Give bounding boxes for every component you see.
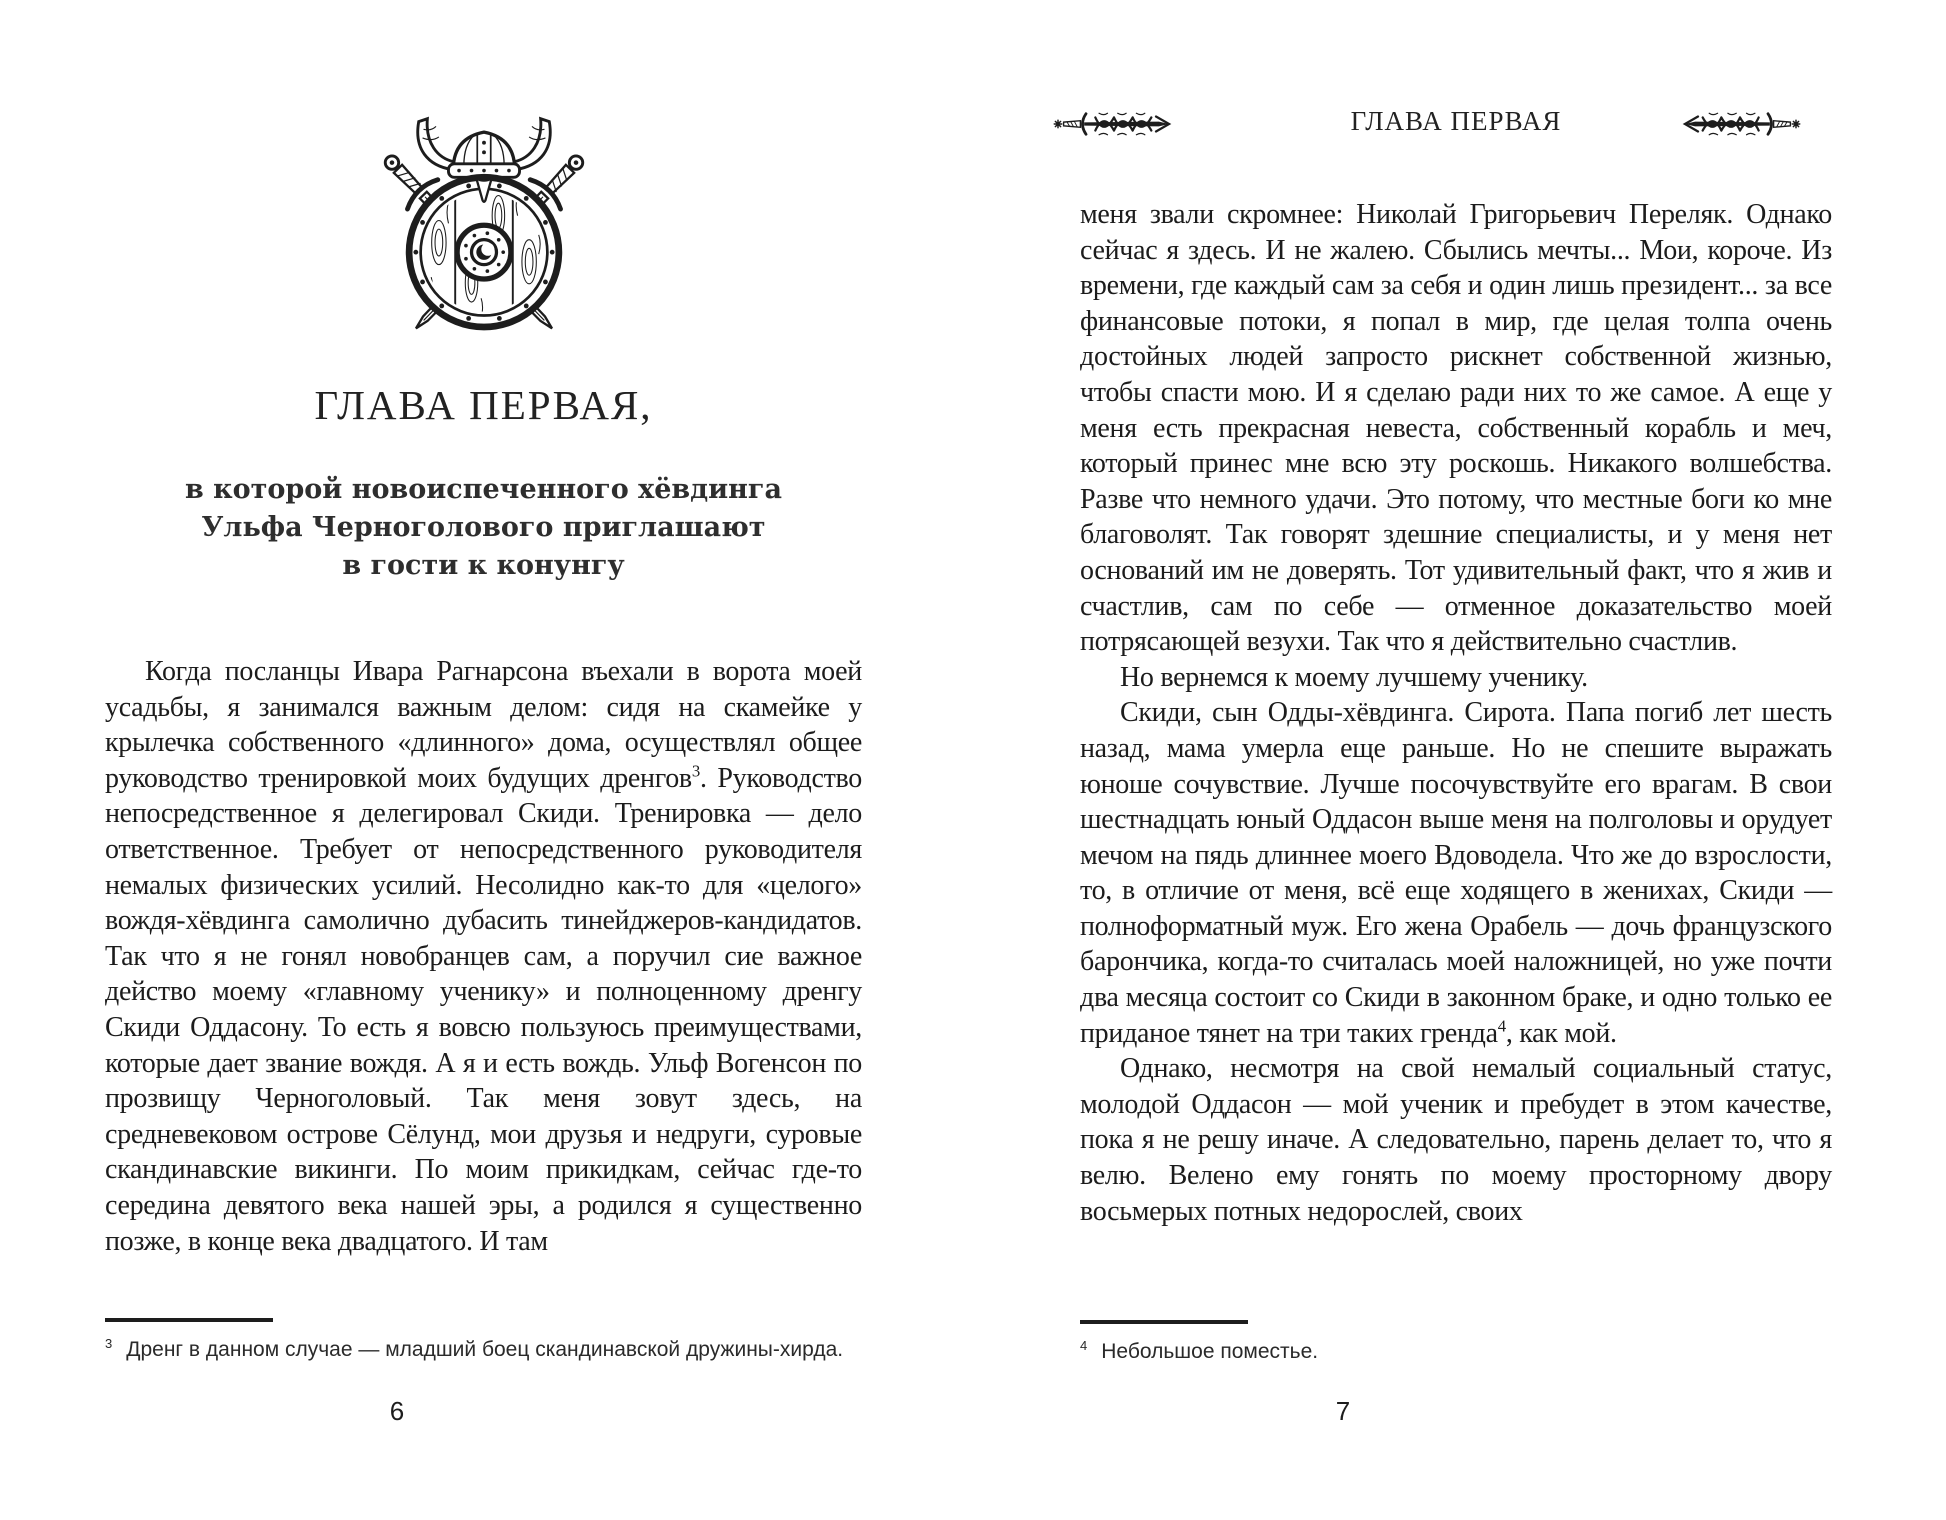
footnote-marker: 4 [1080, 1338, 1088, 1353]
chapter-title: ГЛАВА ПЕРВАЯ, [314, 382, 653, 428]
viking-shield-emblem [364, 106, 604, 358]
footnote [1080, 1339, 1832, 1365]
chapter-subtitle [105, 471, 862, 585]
page-number: 6 [389, 1396, 405, 1426]
chapter-subtitle-line: в которой новоиспеченного хёвдинга [185, 474, 782, 505]
paragraph [1080, 695, 1832, 1051]
paragraph: меня звали скромнее: Николай Григорьевич Переляк. Однако сейчас я здесь. И не жалею. Сбылись мечты... Мои, короче. Из времени, где каждый сам за себя и один лишь президент... за все финансовые потоки, я попал в мир, где целая толпа очень достойных людей запросто рискнет собственной жизнью, чтобы спасти мою. И я сделаю ради них то же самое. А еще у меня есть прекрасная невеста, собственный корабль и меч, который принес мне всю эту роскошь. Никакого волшебства. Разве что немного удачи. Это потому, что местные боги ко мне благоволят. Так говорят здешние специалисты, и у меня нет оснований им не доверять. Тот удивительный факт, что я жив и счастлив, сам по себе — отменное доказательство моей потрясающей везухи. Так что я действительно счастлив. [1080, 199, 1832, 658]
running-header-title: ГЛАВА ПЕРВАЯ [1350, 106, 1562, 136]
left-page [105, 0, 862, 1520]
shield-helmet-swords-icon [364, 106, 604, 358]
chapter-subtitle-line: в гости к конунгу [342, 550, 625, 581]
footnote-marker: 3 [105, 1336, 113, 1351]
paragraph-text: . Руководство непосредственное я делегировал Скиди. Тренировка — дело ответственное. Требует от непосредственного руководителя немалых физических усилий. Несолидно как-то для «целого» вождя-хёвдинга самолично дубасить тинейджеров-кандидатов. Так что я не гонял новобранцев сам, а поручил сие важное действо моему «главному ученику» и полноценному дренгу Скиди Оддасону. То есть я вовсю пользуюсь преимуществами, которые дает звание вождя. А я и есть вождь. Ульф Вогенсон по прозвищу Черноголовый. Так меня зовут здесь, на средневековом острове Сёлунд, мои друзья и недруги, суровые скандинавские викинги. По моим прикидкам, сейчас где-то середина девятого века нашей эры, а родился я существенно позже, в конце века двадцатого. И там [105, 762, 862, 1257]
right-page [1080, 0, 1832, 1520]
footnote-divider [105, 1318, 273, 1322]
body-text [105, 654, 862, 1259]
paragraph-text: , как мой. [1505, 1017, 1617, 1049]
body-text [1080, 197, 1832, 1229]
footnote-reference: 4 [1497, 1016, 1506, 1036]
chapter-subtitle-line: Ульфа Черноголового приглашают [201, 512, 766, 543]
footnote-text: Дренг в данном случае — младший боец скандинавской дружины-хирда. [126, 1338, 844, 1361]
footnote-divider [1080, 1320, 1248, 1324]
sword-ornament-icon [1676, 110, 1804, 138]
running-header [1080, 86, 1832, 150]
footnote-text: Небольшое поместье. [1101, 1340, 1319, 1363]
paragraph: Но вернемся к моему лучшему ученику. [1120, 661, 1588, 693]
footnote-reference: 3 [691, 761, 700, 781]
paragraph-text: Скиди, сын Одды-хёвдинга. Сирота. Папа погиб лет шесть назад, мама умерла еще раньше. Но не спешите выражать юноше сочувствие. Лучше посочувствуйте его врагам. В свои шестнадцать юный Оддасон выше меня на полголовы и орудует мечом на пядь длиннее моего Вдоводела. Что же до взрослости, то, в отличие от меня, всё еще ходящего в женихах, Скиди — полноформатный муж. Его жена Орабель — дочь французского барончика, когда-то считалась моей наложницей, но уже почти два месяца состоит со Скиди в законном браке, и одно только ее приданое тянет на три таких гренда [1080, 697, 1832, 1049]
paragraph [105, 654, 862, 1259]
paragraph: Однако, несмотря на свой немалый социальный статус, молодой Оддасон — мой ученик и пребудет в этом качестве, пока я не решу иначе. А следовательно, парень делает то, что я велю. Велено ему гонять по моему просторному двору восьмерых потных недорослей, своих [1080, 1053, 1832, 1227]
paragraph-text: Когда посланцы Ивара Рагнарсона въехали в ворота моей усадьбы, я занимался важным делом: сидя на скамейке у крылечка собственного «длинного» дома, осуществлял общее руководство тренировкой моих будущих дренгов [105, 656, 862, 794]
footnote [105, 1337, 862, 1363]
page-number: 7 [1335, 1396, 1351, 1426]
